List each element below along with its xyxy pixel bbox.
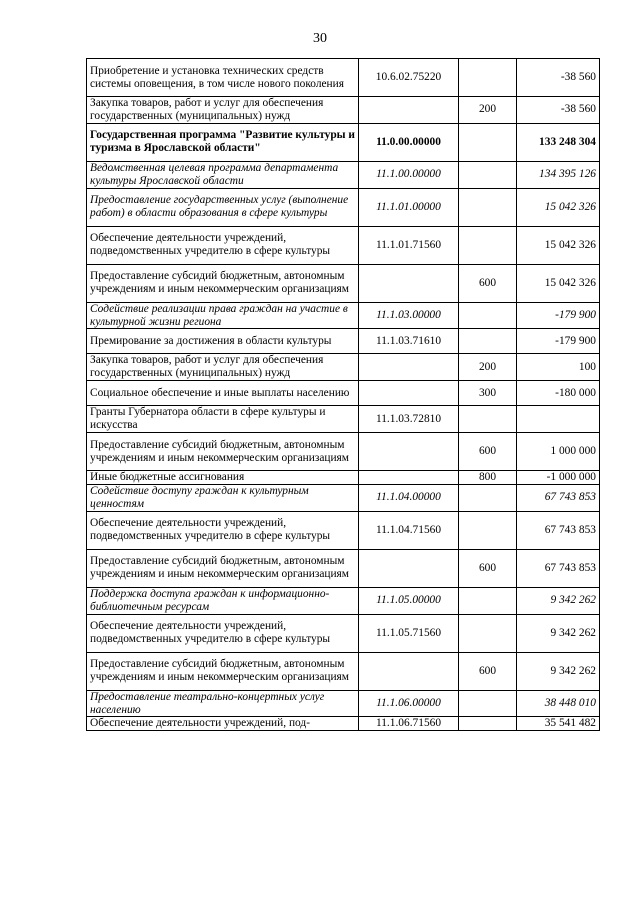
row-name-cell: Предоставление субсидий бюджетным, автономным учреждениям и иным некоммерческим организациям — [87, 433, 359, 471]
table-row — [87, 354, 600, 381]
row-code-cell — [359, 471, 459, 485]
row-code-cell: 10.6.02.75220 — [359, 59, 459, 97]
table-row — [87, 406, 600, 433]
row-code-cell: 11.1.06.71560 — [359, 717, 459, 731]
row-amount-cell: -1 000 000 — [517, 471, 600, 485]
row-expense-type-cell — [459, 161, 517, 188]
row-amount-cell: -179 900 — [517, 329, 600, 354]
row-amount-cell: 133 248 304 — [517, 123, 600, 161]
row-expense-type-cell — [459, 587, 517, 614]
row-name-cell: Поддержка доступа граждан к информационно-библиотечным ресурсам — [87, 587, 359, 614]
table-row — [87, 433, 600, 471]
row-expense-type-cell: 800 — [459, 471, 517, 485]
row-code-cell — [359, 354, 459, 381]
row-expense-type-cell: 200 — [459, 97, 517, 124]
row-expense-type-cell: 600 — [459, 433, 517, 471]
table-row — [87, 652, 600, 690]
row-amount-cell: 67 743 853 — [517, 511, 600, 549]
row-amount-cell: 1 000 000 — [517, 433, 600, 471]
row-name-cell: Предоставление государственных услуг (выполнение работ) в области образования в сфере культуры — [87, 188, 359, 226]
table-row — [87, 264, 600, 302]
row-name-cell: Обеспечение деятельности учреждений, подведомственных учредителю в сфере культуры — [87, 226, 359, 264]
table-row — [87, 690, 600, 717]
row-name-cell: Закупка товаров, работ и услуг для обеспечения государственных (муниципальных) нужд — [87, 354, 359, 381]
row-expense-type-cell: 200 — [459, 354, 517, 381]
row-expense-type-cell — [459, 511, 517, 549]
row-expense-type-cell — [459, 717, 517, 731]
row-name-cell: Социальное обеспечение и иные выплаты населению — [87, 381, 359, 406]
row-amount-cell: -180 000 — [517, 381, 600, 406]
row-name-cell: Ведомственная целевая программа департамента культуры Ярославской области — [87, 161, 359, 188]
row-expense-type-cell: 300 — [459, 381, 517, 406]
row-code-cell: 11.1.03.71610 — [359, 329, 459, 354]
row-name-cell: Предоставление театрально-концертных услуг населению — [87, 690, 359, 717]
row-expense-type-cell — [459, 59, 517, 97]
budget-table-body — [87, 59, 600, 731]
row-name-cell: Гранты Губернатора области в сфере культуры и искусства — [87, 406, 359, 433]
row-code-cell — [359, 264, 459, 302]
row-name-cell: Обеспечение деятельности учреждений, подведомственных учредителю в сфере культуры — [87, 511, 359, 549]
row-code-cell: 11.1.06.00000 — [359, 690, 459, 717]
row-code-cell: 11.1.04.71560 — [359, 511, 459, 549]
row-amount-cell: 67 743 853 — [517, 549, 600, 587]
table-row — [87, 59, 600, 97]
row-code-cell: 11.1.00.00000 — [359, 161, 459, 188]
row-code-cell: 11.1.04.00000 — [359, 484, 459, 511]
row-code-cell: 11.1.01.71560 — [359, 226, 459, 264]
row-expense-type-cell: 600 — [459, 264, 517, 302]
row-expense-type-cell — [459, 614, 517, 652]
row-name-cell: Государственная программа "Развитие культуры и туризма в Ярославской области" — [87, 123, 359, 161]
row-amount-cell: 9 342 262 — [517, 652, 600, 690]
row-code-cell — [359, 652, 459, 690]
row-amount-cell: 134 395 126 — [517, 161, 600, 188]
row-amount-cell: 9 342 262 — [517, 614, 600, 652]
row-expense-type-cell — [459, 302, 517, 329]
table-row — [87, 717, 600, 731]
table-row — [87, 123, 600, 161]
row-name-cell: Обеспечение деятельности учреждений, под- — [87, 717, 359, 731]
row-code-cell: 11.1.03.72810 — [359, 406, 459, 433]
row-expense-type-cell — [459, 690, 517, 717]
row-expense-type-cell — [459, 484, 517, 511]
row-code-cell: 11.1.01.00000 — [359, 188, 459, 226]
row-amount-cell: -38 560 — [517, 59, 600, 97]
row-code-cell — [359, 549, 459, 587]
row-name-cell: Предоставление субсидий бюджетным, автономным учреждениям и иным некоммерческим организациям — [87, 652, 359, 690]
row-amount-cell: -38 560 — [517, 97, 600, 124]
row-amount-cell: 67 743 853 — [517, 484, 600, 511]
table-row — [87, 97, 600, 124]
table-row — [87, 302, 600, 329]
row-expense-type-cell — [459, 188, 517, 226]
row-amount-cell: 35 541 482 — [517, 717, 600, 731]
row-name-cell: Обеспечение деятельности учреждений, подведомственных учредителю в сфере культуры — [87, 614, 359, 652]
row-amount-cell: 15 042 326 — [517, 264, 600, 302]
row-name-cell: Содействие доступу граждан к культурным ценностям — [87, 484, 359, 511]
row-amount-cell: 100 — [517, 354, 600, 381]
row-name-cell: Иные бюджетные ассигнования — [87, 471, 359, 485]
row-expense-type-cell — [459, 123, 517, 161]
page-number: 30 — [313, 31, 327, 46]
row-expense-type-cell — [459, 226, 517, 264]
row-code-cell: 11.1.05.00000 — [359, 587, 459, 614]
row-name-cell: Предоставление субсидий бюджетным, автономным учреждениям и иным некоммерческим организациям — [87, 549, 359, 587]
row-name-cell: Содействие реализации права граждан на участие в культурной жизни региона — [87, 302, 359, 329]
row-code-cell: 11.1.03.00000 — [359, 302, 459, 329]
table-row — [87, 226, 600, 264]
row-expense-type-cell: 600 — [459, 549, 517, 587]
table-row — [87, 484, 600, 511]
row-amount-cell — [517, 406, 600, 433]
row-amount-cell: 15 042 326 — [517, 188, 600, 226]
row-expense-type-cell: 600 — [459, 652, 517, 690]
table-row — [87, 161, 600, 188]
row-name-cell: Закупка товаров, работ и услуг для обеспечения государственных (муниципальных) нужд — [87, 97, 359, 124]
table-row — [87, 381, 600, 406]
row-amount-cell: 15 042 326 — [517, 226, 600, 264]
table-row — [87, 188, 600, 226]
table-row — [87, 614, 600, 652]
row-code-cell: 11.0.00.00000 — [359, 123, 459, 161]
table-row — [87, 329, 600, 354]
row-name-cell: Предоставление субсидий бюджетным, автономным учреждениям и иным некоммерческим организациям — [87, 264, 359, 302]
row-expense-type-cell — [459, 406, 517, 433]
row-code-cell — [359, 433, 459, 471]
table-row — [87, 549, 600, 587]
row-code-cell — [359, 97, 459, 124]
table-row — [87, 471, 600, 485]
row-code-cell — [359, 381, 459, 406]
row-amount-cell: -179 900 — [517, 302, 600, 329]
row-amount-cell: 9 342 262 — [517, 587, 600, 614]
row-name-cell: Премирование за достижения в области культуры — [87, 329, 359, 354]
row-amount-cell: 38 448 010 — [517, 690, 600, 717]
row-expense-type-cell — [459, 329, 517, 354]
row-name-cell: Приобретение и установка технических средств системы оповещения, в том числе нового поколения — [87, 59, 359, 97]
budget-table — [86, 58, 600, 731]
row-code-cell: 11.1.05.71560 — [359, 614, 459, 652]
table-row — [87, 587, 600, 614]
table-row — [87, 511, 600, 549]
